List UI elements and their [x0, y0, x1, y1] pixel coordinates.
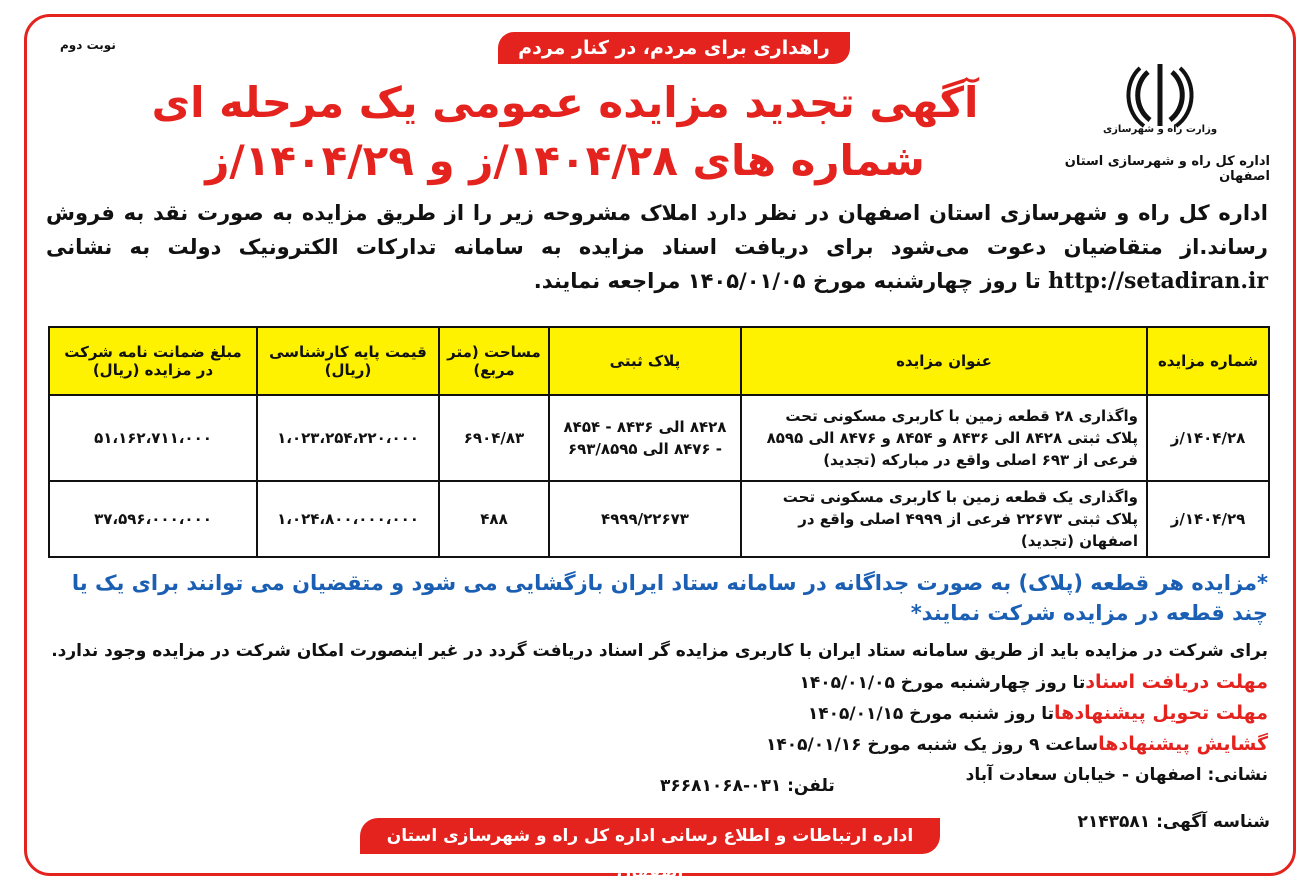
auction-title: واگذاری یک قطعه زمین با کاربری مسکونی تحت پلاک ثبتی ۲۲۶۷۳ فرعی از ۴۹۹۹ اصلی واقع در اصفهان (تجدید)	[741, 481, 1147, 557]
table-header-row	[49, 327, 1269, 395]
org-name: اداره کل راه و شهرسازی استان اصفهان	[1064, 154, 1270, 184]
address: نشانی: اصفهان - خیابان سعادت آباد	[965, 765, 1268, 785]
deadline-label: گشایش پیشنهادها	[1098, 733, 1268, 755]
header-auction-title: عنوان مزایده	[741, 327, 1147, 395]
guarantee: ۵۱،۱۶۲،۷۱۱،۰۰۰	[49, 395, 257, 481]
ministry-caption: وزارت راه و شهرسازی	[1102, 124, 1218, 135]
setadiran-link[interactable]: http://setadiran.ir	[1048, 268, 1268, 294]
instructions: برای شرکت در مزایده باید از طریق سامانه ستاد ایران با کاربری مزایده گر اسناد دریافت گردد در غیر اینصورت امکان شرکت در مزایده وجود ندارد.	[51, 641, 1268, 661]
deadline-value: تا روز چهارشنبه مورخ ۱۴۰۵/۰۱/۰۵	[799, 673, 1086, 693]
auction-table	[48, 326, 1270, 558]
deadline-label: مهلت تحویل پیشنهادها	[1054, 702, 1268, 724]
phone-number: تلفن: ۰۳۱-۳۶۶۸۱۰۶۸	[660, 776, 835, 796]
auction-number: ۱۴۰۴/۲۸/ز	[1147, 395, 1269, 481]
auction-title: واگذاری ۲۸ قطعه زمین با کاربری مسکونی تحت پلاک ثبتی ۸۴۲۸ الی ۸۴۳۶ و ۸۴۵۴ و ۸۴۷۶ الی ۸۵۹۵ فرعی از ۶۹۳ اصلی واقع در مبارکه (تجدید)	[741, 395, 1147, 481]
guarantee: ۳۷،۵۹۶،۰۰۰،۰۰۰	[49, 481, 257, 557]
deadline-proposals	[46, 698, 1268, 729]
header-auction-number: شماره مزایده	[1147, 327, 1269, 395]
proposal-opening	[46, 729, 1268, 760]
table-row	[49, 481, 1269, 557]
ad-identifier: شناسه آگهی: ۲۱۴۳۵۸۱	[1077, 812, 1270, 832]
header-registration-plate: پلاک ثبتی	[549, 327, 741, 395]
footer-banner: اداره ارتباطات و اطلاع رسانی اداره کل راه و شهرسازی استان اصفهان	[360, 818, 940, 854]
header-base-price: قیمت پایه کارشناسی (ریال)	[257, 327, 439, 395]
base-price: ۱،۰۲۳،۲۵۴،۲۲۰،۰۰۰	[257, 395, 439, 481]
registration-plate: ۸۴۲۸ الی ۸۴۳۶ - ۸۴۵۴ - ۸۴۷۶ الی ۶۹۳/۸۵۹۵	[549, 395, 741, 481]
header-guarantee: مبلغ ضمانت نامه شرکت در مزایده (ریال)	[49, 327, 257, 395]
base-price: ۱،۰۲۴،۸۰۰،۰۰۰،۰۰۰	[257, 481, 439, 557]
deadline-value: ساعت ۹ روز یک شنبه مورخ ۱۴۰۵/۰۱/۱۶	[766, 735, 1099, 755]
deadline-documents	[46, 667, 1268, 698]
deadline-value: تا روز شنبه مورخ ۱۴۰۵/۰۱/۱۵	[807, 704, 1055, 724]
intro-paragraph	[46, 196, 1268, 298]
intro-text-2: تا روز چهارشنبه مورخ ۱۴۰۵/۰۱/۰۵ مراجعه نمایند.	[533, 269, 1049, 293]
auction-note: *مزایده هر قطعه (پلاک) به صورت جداگانه در سامانه ستاد ایران بازگشایی می شود و متقضیان می توانند برای یک یا چند قطعه در مزایده شرکت نمایند*	[71, 571, 1268, 625]
registration-plate: ۴۹۹۹/۲۲۶۷۳	[549, 481, 741, 557]
header-area: مساحت (متر مربع)	[439, 327, 549, 395]
intro-text-1: اداره کل راه و شهرسازی استان اصفهان در نظر دارد املاک مشروحه زیر را از طریق مزایده به صورت نقد به فروش رساند.از متقاضیان دعوت می‌شود برای دریافت اسناد مزایده به سامانه تدارکات الکترونیک دولت به نشانی	[46, 201, 1268, 259]
notice-headline: آگهی تجدید مزایده عمومی یک مرحله ای شماره های ۱۴۰۴/۲۸/ز و ۱۴۰۴/۲۹/ز	[151, 78, 979, 185]
auction-number: ۱۴۰۴/۲۹/ز	[1147, 481, 1269, 557]
table-row	[49, 395, 1269, 481]
deadline-label: مهلت دریافت اسناد	[1085, 671, 1268, 693]
slogan-banner: راهداری برای مردم، در کنار مردم	[498, 32, 850, 64]
area: ۴۸۸	[439, 481, 549, 557]
round-label: نوبت دوم	[60, 38, 116, 52]
area: ۶۹۰۴/۸۳	[439, 395, 549, 481]
details-block	[46, 636, 1268, 791]
